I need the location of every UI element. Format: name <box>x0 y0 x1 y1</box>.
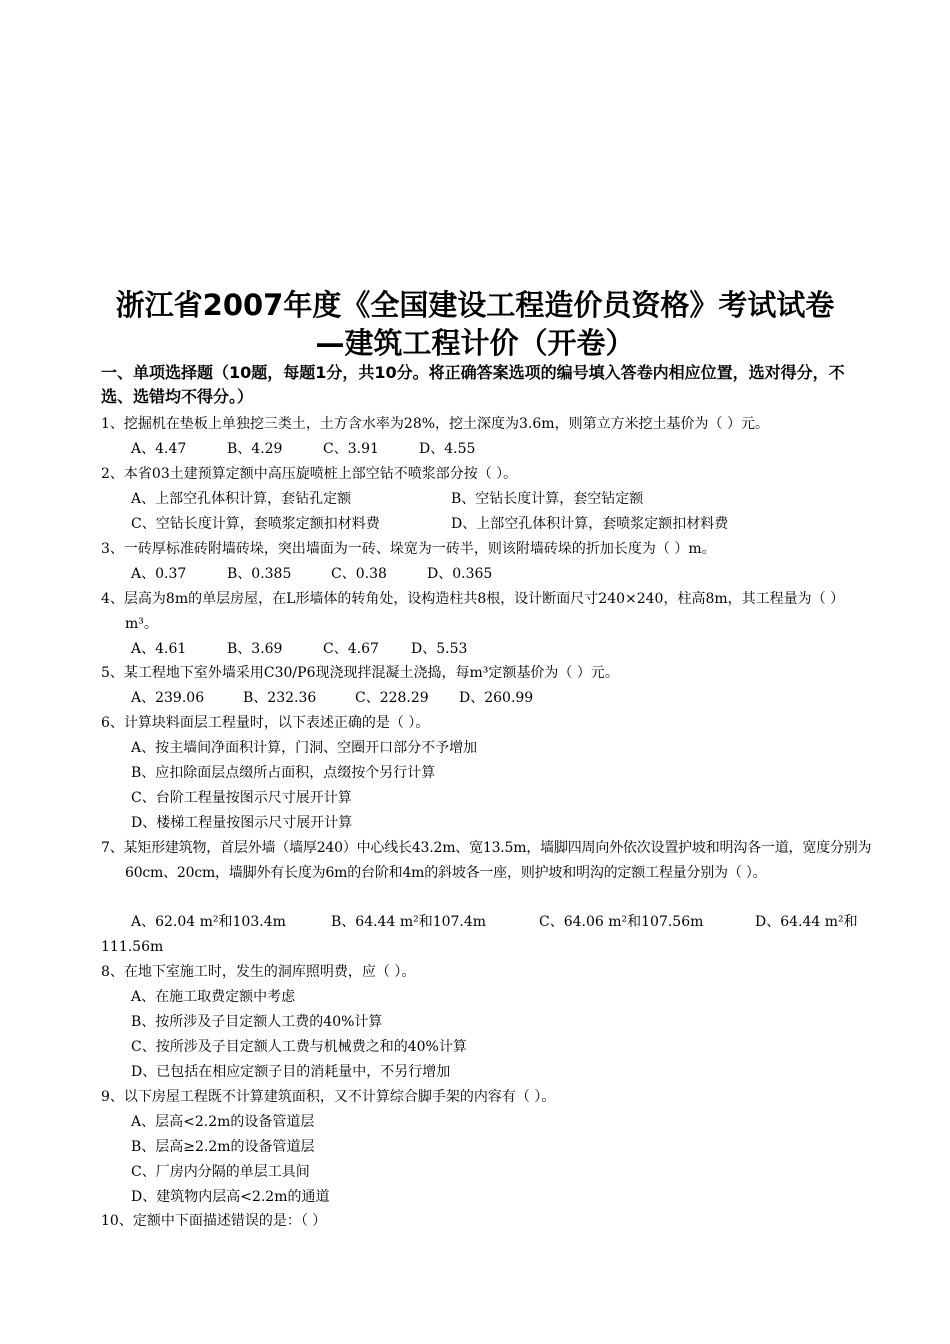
question-4-options <box>131 637 467 662</box>
option-b: B、空钻长度计算，套空钻定额 <box>451 491 644 507</box>
option-a: A、按主墙间净面积计算，门洞、空圈开口部分不予增加 <box>131 740 478 756</box>
option-d: D、楼梯工程量按图示尺寸展开计算 <box>131 815 353 831</box>
option-c: C、4.67 <box>323 641 379 657</box>
question-8: 8、在地下室施工时，发生的洞库照明费，应（ ）。 <box>101 964 416 980</box>
option-d: D、5.53 <box>411 641 468 657</box>
question-7-options <box>131 910 858 935</box>
option-d: D、上部空孔体积计算，套喷浆定额扣材料费 <box>451 516 729 532</box>
question-6: 6、计算块料面层工程量时，以下表述正确的是（ ）。 <box>101 715 430 731</box>
option-a: A、层高<2.2m的设备管道层 <box>131 1114 315 1130</box>
option-d: D、建筑物内层高<2.2m的通道 <box>131 1189 330 1205</box>
option-b: B、按所涉及子目定额人工费的40%计算 <box>131 1014 383 1030</box>
section-heading: 一、单项选择题（10题，每题1分，共10分。将正确答案选项的编号填入答卷内相应位置，选对得分，不选、选错均不得分。） <box>101 363 845 406</box>
question-3-options <box>131 562 492 587</box>
question-2-options-row2 <box>131 512 728 537</box>
option-b: B、0.385 <box>227 566 292 582</box>
option-b: B、232.36 <box>243 690 317 706</box>
question-4: 4、层高为8m的单层房屋，在L形墙体的转角处，设构造柱共8根，设计断面尺寸240×240，柱高8m，其工程量为（ ）m³。 <box>101 591 845 632</box>
question-1: 1、挖掘机在垫板上单独挖三类土，土方含水率为28%，挖土深度为3.6m，则第立方米挖土基价为（ ）元。 <box>101 416 770 432</box>
option-d: D、64.44 m²和 <box>755 914 858 930</box>
question-9: 9、以下房屋工程既不计算建筑面积，又不计算综合脚手架的内容有（ ）。 <box>101 1089 556 1105</box>
question-7-option-d-continuation: 111.56m <box>101 939 164 955</box>
option-c: C、按所涉及子目定额人工费与机械费之和的40%计算 <box>131 1039 467 1055</box>
option-c: C、厂房内分隔的单层工具间 <box>131 1164 310 1180</box>
option-a: A、239.06 <box>131 690 205 706</box>
option-c: C、228.29 <box>355 690 429 706</box>
exam-title: 浙江省2007年度《全国建设工程造价员资格》考试试卷 <box>115 288 835 322</box>
option-b: B、层高≥2.2m的设备管道层 <box>131 1139 315 1155</box>
option-c: C、0.38 <box>331 566 387 582</box>
question-2: 2、本省03土建预算定额中高压旋喷桩上部空钻不喷浆部分按（ ）。 <box>101 466 518 482</box>
option-d: D、已包括在相应定额子目的消耗量中，不另行增加 <box>131 1064 451 1080</box>
exam-subtitle: —建筑工程计价（开卷） <box>315 326 635 360</box>
question-2-options-row1 <box>131 487 643 512</box>
question-5: 5、某工程地下室外墙采用C30/P6现浇现拌混凝土浇捣，每m³定额基价为（ ）元。 <box>101 665 619 681</box>
option-d: D、0.365 <box>427 566 493 582</box>
question-5-options <box>131 686 533 711</box>
option-a: A、4.47 <box>131 441 187 457</box>
option-c: C、64.06 m²和107.56m <box>539 914 704 930</box>
option-d: D、4.55 <box>419 441 476 457</box>
question-10: 10、定额中下面描述错误的是：（ ） <box>101 1213 327 1229</box>
option-b: B、应扣除面层点缀所占面积，点缀按个另行计算 <box>131 765 436 781</box>
option-c: C、3.91 <box>323 441 379 457</box>
option-b: B、3.69 <box>227 641 283 657</box>
option-a: A、0.37 <box>131 566 187 582</box>
option-a: A、上部空孔体积计算，套钻孔定额 <box>131 491 352 507</box>
option-a: A、62.04 m²和103.4m <box>131 914 286 930</box>
option-c: C、台阶工程量按图示尺寸展开计算 <box>131 790 352 806</box>
option-d: D、260.99 <box>459 690 534 706</box>
option-c: C、空钻长度计算，套喷浆定额扣材料费 <box>131 516 380 532</box>
option-b: B、4.29 <box>227 441 283 457</box>
option-a: A、在施工取费定额中考虑 <box>131 989 296 1005</box>
option-b: B、64.44 m²和107.4m <box>331 914 487 930</box>
question-1-options <box>131 437 475 462</box>
question-7: 7、某矩形建筑物，首层外墙（墙厚240）中心线长43.2m、宽13.5m，墙脚四周向外依次设置护坡和明沟各一道，宽度分别为60cm、20cm，墙脚外有长度为6m的台阶和4m的斜坡各一座，则护坡和明沟的定额工程量分别为（ ）。 <box>101 840 872 881</box>
question-3: 3、一砖厚标准砖附墙砖垛，突出墙面为一砖、垛宽为一砖半，则该附墙砖垛的折加长度为（ ）m。 <box>101 541 716 557</box>
option-a: A、4.61 <box>131 641 187 657</box>
